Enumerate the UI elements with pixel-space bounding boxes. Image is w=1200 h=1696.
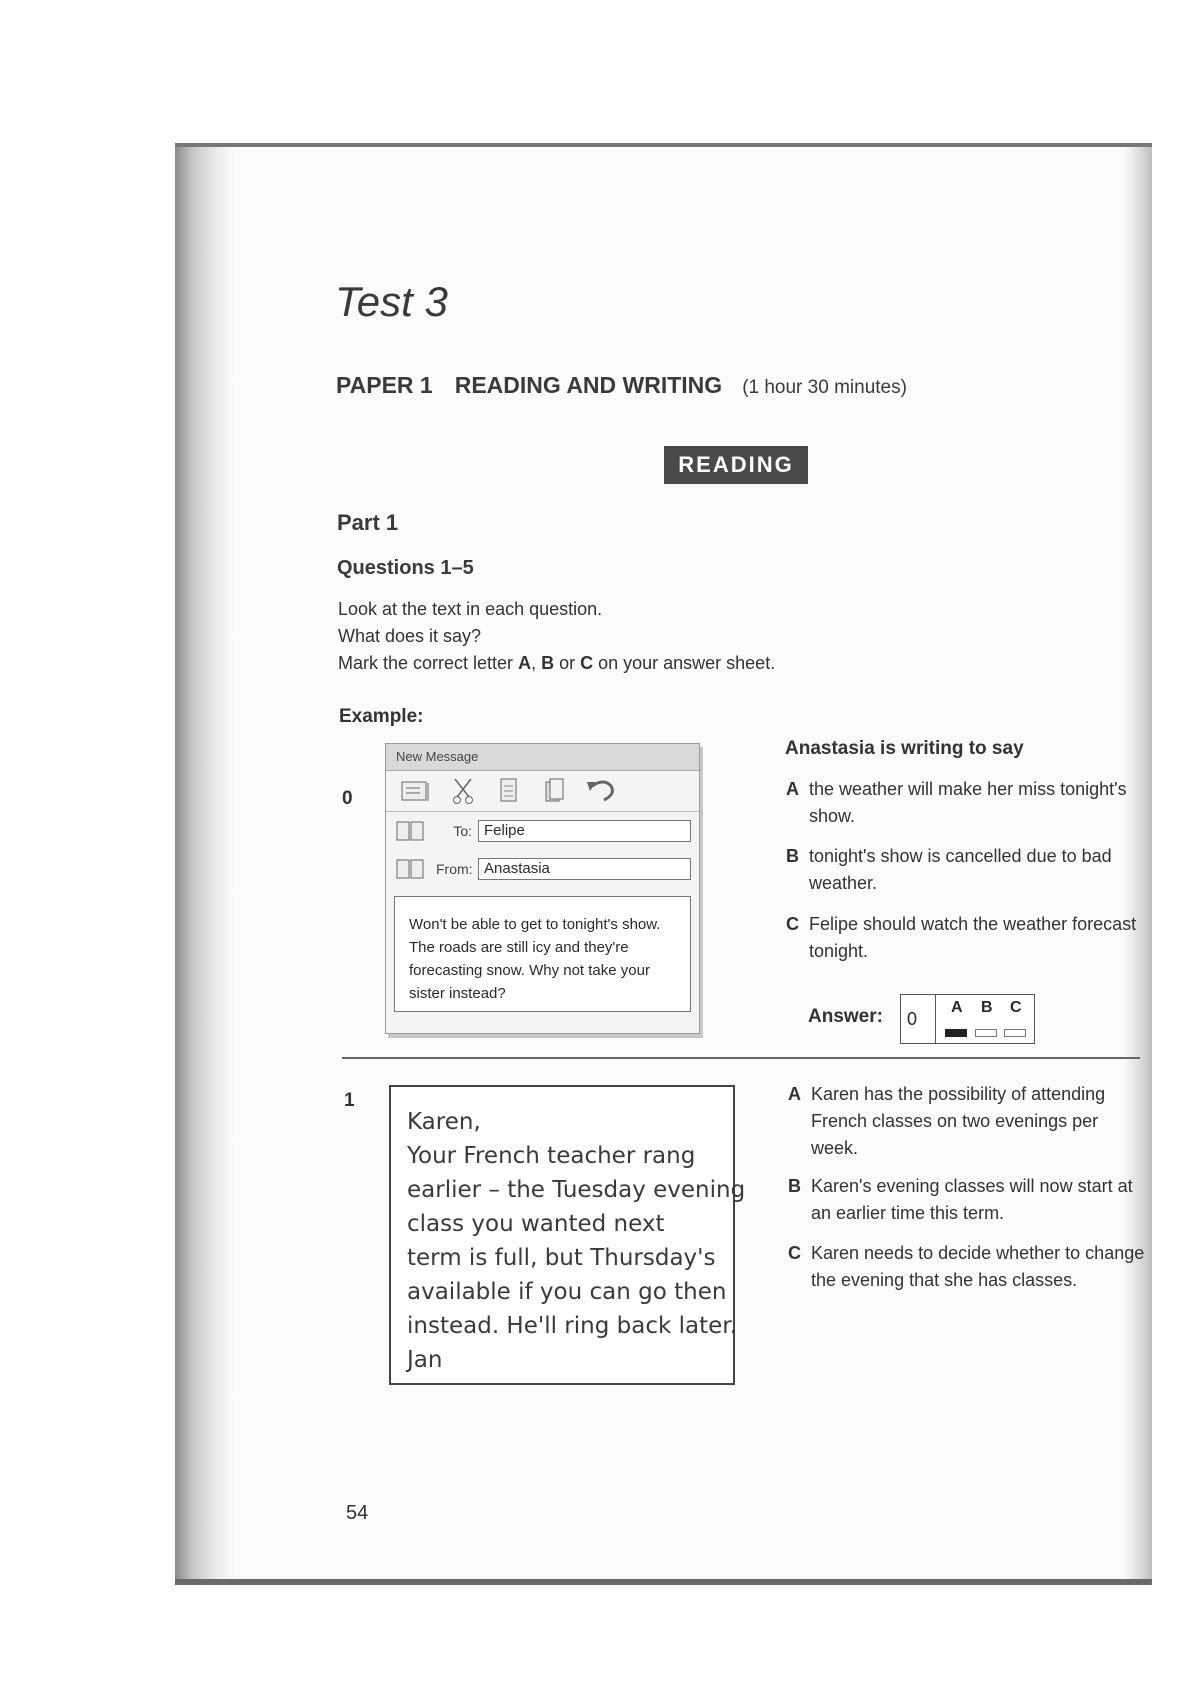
answer-label: Answer: — [808, 1006, 883, 1027]
note-line: available if you can go then — [407, 1279, 727, 1305]
questions-heading: Questions 1–5 — [337, 557, 474, 579]
option-a: A Karen has the possibility of attending French classes on two evenings per week. — [788, 1084, 1106, 1158]
instruction-line: What does it say? — [338, 626, 482, 646]
address-book-icon — [396, 820, 424, 842]
scissors-icon — [440, 775, 486, 807]
email-body-line: forecasting snow. Why not take your — [409, 962, 650, 979]
section-badge: READING — [664, 446, 808, 484]
example-number: 0 — [342, 788, 353, 809]
page-number: 54 — [346, 1502, 369, 1524]
copy-icon — [486, 775, 532, 807]
example-label: Example: — [339, 706, 424, 727]
answer-box-c — [1004, 1029, 1026, 1037]
handwritten-note — [389, 1085, 746, 1385]
note-line: Karen, — [407, 1109, 481, 1135]
undo-icon — [578, 775, 624, 807]
answer-box-a — [945, 1029, 967, 1037]
option-c: C Felipe should watch the weather forecast tonight. — [786, 914, 1137, 961]
instruction-line: Look at the text in each question. — [338, 599, 603, 619]
answer-letter-c: C — [1010, 999, 1022, 1016]
option-a: A the weather will make her miss tonight's show. — [786, 779, 1127, 826]
address-book-icon — [396, 858, 424, 880]
paste-icon — [532, 775, 578, 807]
to-field: Felipe — [478, 820, 691, 842]
from-row — [386, 850, 699, 888]
option-c: C Karen needs to decide whether to change the evening that she has classes. — [788, 1243, 1145, 1290]
note-line: Your French teacher rang — [407, 1143, 696, 1169]
answer-box-b — [975, 1029, 997, 1037]
part-heading: Part 1 — [337, 510, 399, 535]
message-list-icon — [394, 775, 440, 807]
option-b: B Karen's evening classes will now start at an earlier time this term. — [788, 1176, 1133, 1223]
instruction-line: Mark the correct letter A, B or C on your answer sheet. — [338, 653, 776, 673]
paper-number: PAPER 1 — [336, 372, 433, 398]
note-line: term is full, but Thursday's — [407, 1245, 716, 1271]
answer-letter-a: A — [951, 999, 963, 1016]
answer-grid — [900, 994, 1035, 1044]
paper-name: READING AND WRITING — [454, 372, 723, 398]
note-line: earlier – the Tuesday evening — [407, 1177, 746, 1203]
email-body-line: The roads are still icy and they're — [409, 939, 629, 956]
example-question-stem: Anastasia is writing to say — [785, 738, 1024, 759]
instructions — [338, 596, 775, 677]
email-body-line: Won't be able to get to tonight's show. — [409, 916, 661, 933]
test-title: Test 3 — [335, 278, 448, 325]
note-line: class you wanted next — [407, 1211, 665, 1237]
from-field: Anastasia — [478, 858, 691, 880]
to-row — [386, 812, 699, 850]
paper-duration: (1 hour 30 minutes) — [742, 377, 907, 398]
email-window — [385, 743, 700, 1034]
to-label: To: — [453, 823, 472, 839]
note-line: Jan — [407, 1347, 443, 1373]
divider-rule — [342, 1057, 1140, 1059]
note-line: instead. He'll ring back later. — [407, 1313, 737, 1339]
option-b: B tonight's show is cancelled due to bad weather. — [786, 846, 1112, 893]
email-window-title: New Message — [386, 744, 699, 771]
answer-letter-b: B — [981, 999, 993, 1016]
paper-heading — [336, 372, 907, 399]
book-spine-shadow — [175, 147, 235, 1579]
answer-grid-number: 0 — [907, 1009, 918, 1029]
email-toolbar — [386, 771, 699, 812]
question-1-number: 1 — [344, 1090, 355, 1111]
email-body — [394, 896, 691, 1012]
from-label: From: — [436, 861, 473, 877]
email-body-line: sister instead? — [409, 985, 506, 1002]
answer-grid-divider — [935, 995, 936, 1043]
